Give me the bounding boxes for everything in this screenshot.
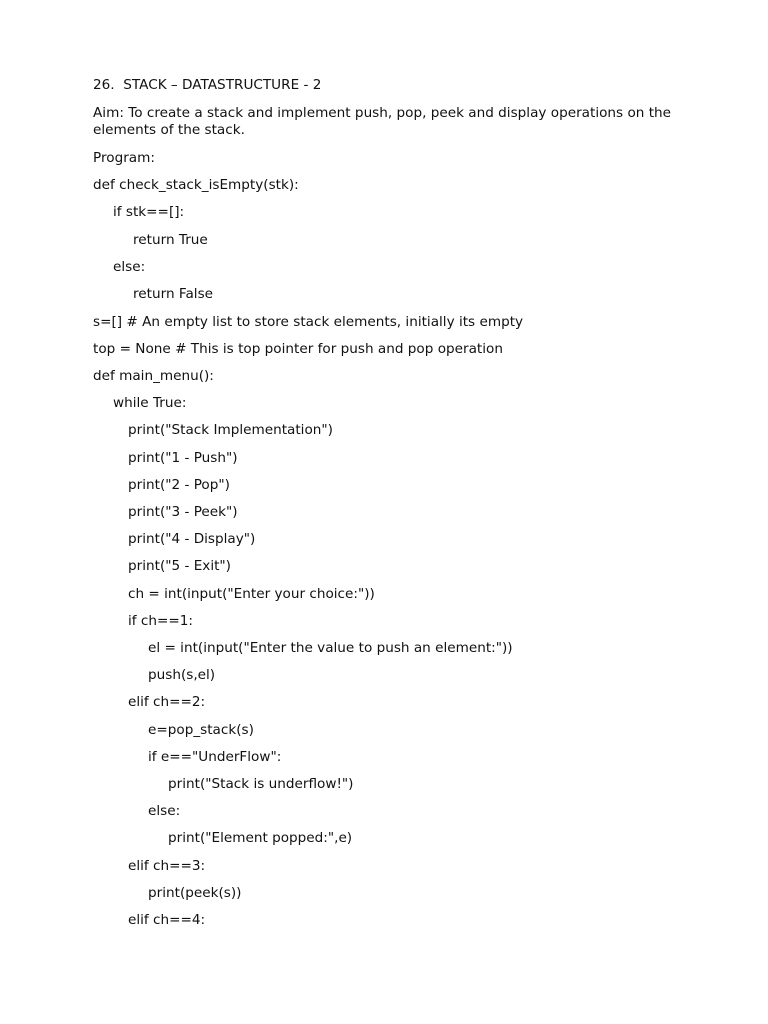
code-line: if stk==[]:	[113, 204, 185, 220]
code-line: print("2 - Pop")	[128, 477, 230, 493]
code-line: def check_stack_isEmpty(stk):	[93, 177, 299, 193]
code-line: print("4 - Display")	[128, 531, 256, 547]
code-line: while True:	[113, 395, 187, 411]
code-line: ch = int(input("Enter your choice:"))	[128, 586, 375, 602]
code-line: print("Stack is underflow!")	[168, 776, 354, 792]
code-line: print("5 - Exit")	[128, 558, 231, 574]
code-line: if e=="UnderFlow":	[148, 749, 282, 765]
code-line: return False	[133, 286, 214, 302]
code-line: print("3 - Peek")	[128, 504, 238, 520]
code-line: elif ch==3:	[128, 858, 206, 874]
document-title: 26. STACK – DATASTRUCTURE - 2	[93, 77, 322, 93]
code-line: print("1 - Push")	[128, 450, 238, 466]
code-line: else:	[148, 803, 181, 819]
code-line: print(peek(s))	[148, 885, 242, 901]
code-line: elif ch==2:	[128, 694, 206, 710]
code-line: if ch==1:	[128, 613, 193, 629]
code-line: def main_menu():	[93, 368, 214, 384]
code-line: print("Element popped:",e)	[168, 830, 353, 846]
code-line: top = None # This is top pointer for push and pop operation	[93, 341, 503, 357]
code-line: s=[] # An empty list to store stack elements, initially its empty	[93, 314, 524, 330]
code-line: e=pop_stack(s)	[148, 722, 254, 738]
code-line: push(s,el)	[148, 667, 216, 683]
code-line: else:	[113, 259, 146, 275]
code-line: return True	[133, 232, 208, 248]
code-line: print("Stack Implementation")	[128, 422, 333, 438]
code-line: elif ch==4:	[128, 912, 206, 928]
aim-paragraph: Aim: To create a stack and implement push, pop, peek and display operations on the elements of the stack.	[93, 105, 672, 138]
program-label: Program:	[93, 150, 155, 166]
code-line: el = int(input("Enter the value to push an element:"))	[148, 640, 513, 656]
